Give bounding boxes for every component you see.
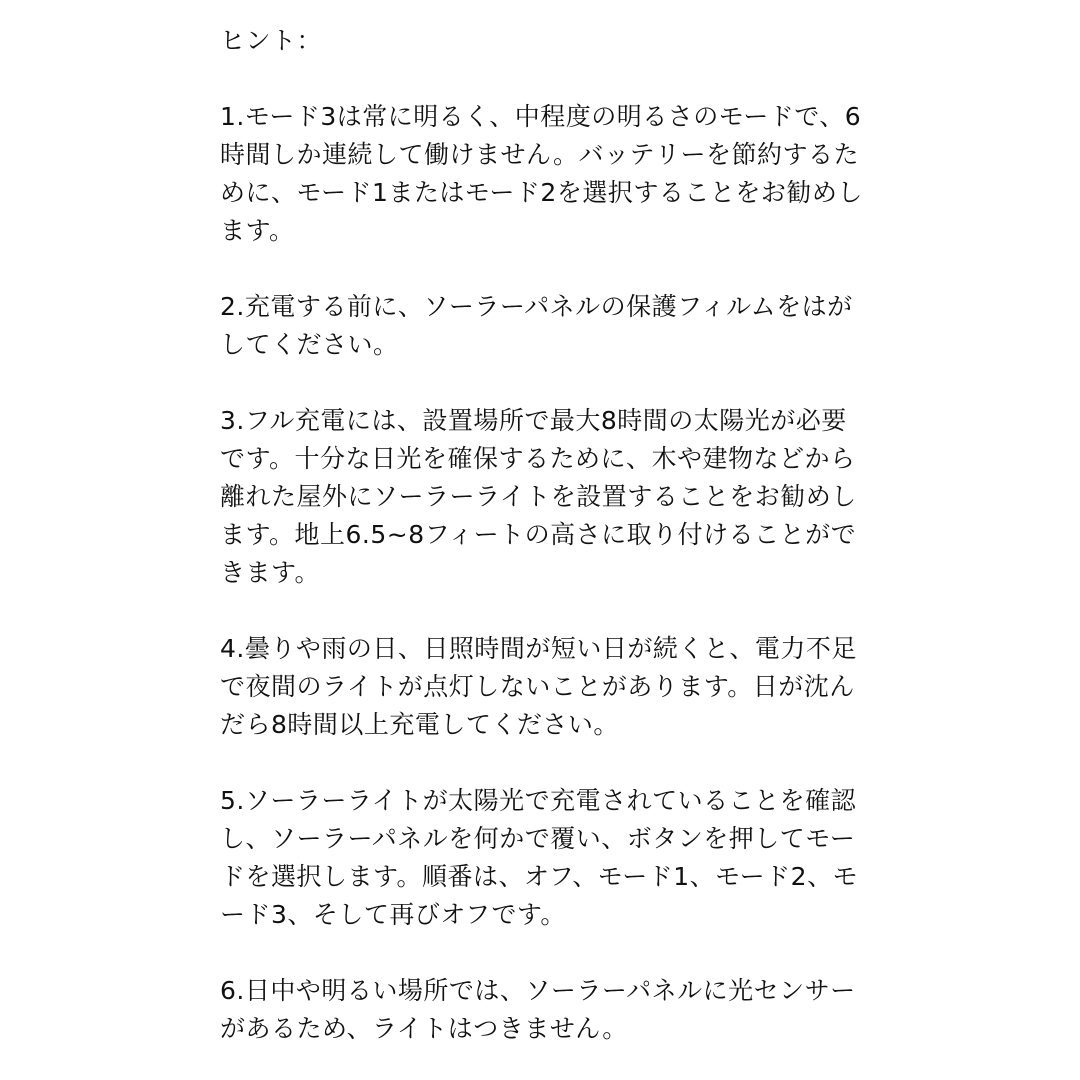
hint-line: 離れた屋外にソーラーライトを設置することをお勧めし [220,482,857,511]
hint-line: で夜間のライトが点灯しないことがあります。日が沈ん [220,672,855,701]
hint-line: 3.フル充電には、設置場所で最大8時間の太陽光が必要 [220,406,847,435]
hint-line: です。十分な日光を確保するために、木や建物などから [220,444,856,473]
hint-paragraph-2 [220,288,865,364]
hint-line: だら8時間以上充電してください。 [220,710,619,739]
hint-line: ます。地上6.5~8フィートの高さに取り付けることがで [220,520,857,549]
hint-paragraph-6 [220,972,865,1048]
hint-paragraph-3 [220,402,865,592]
hint-line: し、ソーラーパネルを何かで覆い、ボタンを押してモー [220,824,856,853]
hint-line: めに、モード1またはモード2を選択することをお勧めし [220,178,863,207]
hint-line: 時間しか連続して働けません。バッテリーを節約するた [220,140,860,169]
hint-paragraph-1 [220,98,865,250]
hint-line: 6.日中や明るい場所では、ソーラーパネルに光センサー [220,976,856,1005]
hint-line: ード3、そして再びオフです。 [220,900,566,929]
hint-line: ます。 [220,216,295,245]
hint-document [220,22,865,1048]
page-title: ヒント： [220,26,323,55]
hint-paragraph-4 [220,630,865,744]
hint-line: 1.モード3は常に明るく、中程度の明るさのモードで、6 [220,102,862,131]
hint-line: ドを選択します。順番は、オフ、モード1、モード2、モ [220,862,859,891]
hint-line: 2.充電する前に、ソーラーパネルの保護フィルムをはが [220,292,853,321]
hint-line: があるため、ライトはつきません。 [220,1014,628,1043]
hint-line: 5.ソーラーライトが太陽光で充電されていることを確認 [220,786,857,815]
hint-line: 4.曇りや雨の日、日照時間が短い日が続くと、電力不足 [220,634,857,663]
hint-line: してください。 [220,330,399,359]
hint-line: きます。 [220,558,321,587]
hint-paragraph-5 [220,782,865,934]
